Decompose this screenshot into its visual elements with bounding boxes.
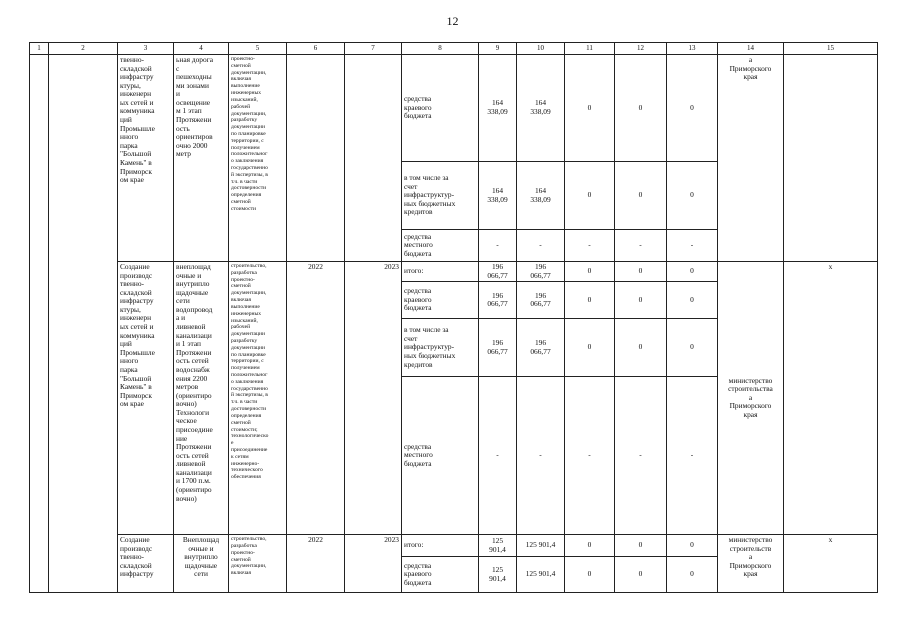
amount-cell: - xyxy=(517,377,565,535)
amount-cell: 196 066,77 xyxy=(479,262,517,282)
amount-cell: 0 xyxy=(615,319,667,377)
object-spec-cell: ьная дорога с пешеходны ми зонами и освещение м 1 этап Протяжени ость ориентиров очно 2000 метр xyxy=(174,55,229,262)
column-number: 10 xyxy=(517,43,565,55)
amount-cell: 0 xyxy=(565,535,615,557)
col15-cell: x xyxy=(784,262,878,535)
responsible-cell: министерство строительств а Приморского края xyxy=(718,535,784,593)
column-number: 13 xyxy=(667,43,718,55)
object-spec-cell: Внеплощад очные и внутрипло щадочные сети xyxy=(174,535,229,593)
table-row xyxy=(30,535,878,557)
funding-source-cell: средства краевого бюджета xyxy=(402,55,479,162)
table-row xyxy=(30,55,878,162)
amount-cell: - xyxy=(479,377,517,535)
work-type-cell: строительство, разработка проектно- сметной документации, включая выполнение инженерных изысканий, рабочей документации разработку документации по планировке территории, с получением положительног о заключения государственно й экспертизы, в т.ч. в части достоверности определения сметной стоимости; технологическо е присоединение к сетям инженерно- технического обеспечения xyxy=(229,262,287,535)
start-year-cell: 2022 xyxy=(287,262,345,535)
col15-cell: x xyxy=(784,535,878,593)
amount-cell: - xyxy=(615,230,667,262)
amount-cell: - xyxy=(615,377,667,535)
funding-source-cell: средства местного бюджета xyxy=(402,377,479,535)
amount-cell: 0 xyxy=(667,535,718,557)
amount-cell: 164 338,09 xyxy=(517,162,565,230)
start-year-cell: 2022 xyxy=(287,535,345,593)
amount-cell: 0 xyxy=(615,535,667,557)
amount-cell: 0 xyxy=(667,557,718,593)
amount-cell: 0 xyxy=(667,319,718,377)
amount-cell: 164 338,09 xyxy=(517,55,565,162)
column-number: 1 xyxy=(30,43,49,55)
responsible-cell: министерство строительства а Приморского края xyxy=(718,262,784,535)
object-name-cell: Создание производс твенно- складской инфрастру ктуры, инженерн ых сетей и коммуника ций Промышле нного парка "Большой Камень" в Приморск ом крае xyxy=(118,262,174,535)
amount-cell: 196 066,77 xyxy=(517,262,565,282)
program-table xyxy=(29,42,878,593)
col15-cell xyxy=(784,55,878,262)
column-number: 5 xyxy=(229,43,287,55)
amount-cell: 0 xyxy=(565,262,615,282)
amount-cell: 0 xyxy=(565,162,615,230)
column-number: 7 xyxy=(345,43,402,55)
amount-cell: 0 xyxy=(615,262,667,282)
column-number: 11 xyxy=(565,43,615,55)
amount-cell: 0 xyxy=(667,162,718,230)
amount-cell: 125 901,4 xyxy=(479,535,517,557)
funding-source-cell: средства местного бюджета xyxy=(402,230,479,262)
column-number: 8 xyxy=(402,43,479,55)
object-name-cell: твенно- складской инфрастру ктуры, инженерн ых сетей и коммуника ций Промышле нного парка "Большой Камень" в Приморск ом крае xyxy=(118,55,174,262)
amount-cell: 0 xyxy=(565,282,615,319)
amount-cell: - xyxy=(479,230,517,262)
column-number: 9 xyxy=(479,43,517,55)
funding-source-cell: средства краевого бюджета xyxy=(402,282,479,319)
amount-cell: 0 xyxy=(565,319,615,377)
object-spec-cell: внеплощад очные и внутрипло щадочные сети водопровод а и ливневой канализаци и 1 этап Протяжени ость сетей водоснабж ения 2200 метров (ориентиро вочно) Технологи ческое присоедине ние Протяжени ость сетей ливневой канализаци и 1700 п.м. (ориентиро вочно) xyxy=(174,262,229,535)
column-number: 14 xyxy=(718,43,784,55)
end-year-cell xyxy=(345,55,402,262)
funding-source-cell: итого: xyxy=(402,535,479,557)
end-year-cell: 2023 xyxy=(345,535,402,593)
amount-cell: - xyxy=(565,377,615,535)
end-year-cell: 2023 xyxy=(345,262,402,535)
amount-cell: 164 338,09 xyxy=(479,55,517,162)
work-type-cell: строительство, разработка проектно- сметной документации, включая xyxy=(229,535,287,593)
amount-cell: 0 xyxy=(615,557,667,593)
amount-cell: 125 901,4 xyxy=(517,557,565,593)
page-number: 12 xyxy=(446,14,459,28)
amount-cell: 125 901,4 xyxy=(479,557,517,593)
column-number: 15 xyxy=(784,43,878,55)
amount-cell: 125 901,4 xyxy=(517,535,565,557)
work-type-cell: проектно- сметной документации, включая выполнение инженерных изысканий, рабочей документации, разработку документации по планировке территории, с получением положительног о заключения государственно й экспертизы, в т.ч. в части достоверности определения сметной стоимости xyxy=(229,55,287,262)
amount-cell: 0 xyxy=(667,282,718,319)
amount-cell: 164 338,09 xyxy=(479,162,517,230)
column-number: 4 xyxy=(174,43,229,55)
column-number-row xyxy=(30,43,878,55)
amount-cell: - xyxy=(565,230,615,262)
funding-source-cell: средства краевого бюджета xyxy=(402,557,479,593)
column-number: 12 xyxy=(615,43,667,55)
col1-cell xyxy=(30,55,49,593)
column-number: 2 xyxy=(49,43,118,55)
amount-cell: 0 xyxy=(667,55,718,162)
amount-cell: 196 066,77 xyxy=(479,319,517,377)
start-year-cell xyxy=(287,55,345,262)
amount-cell: 0 xyxy=(565,55,615,162)
responsible-cell: а Приморского края xyxy=(718,55,784,262)
amount-cell: 0 xyxy=(565,557,615,593)
amount-cell: - xyxy=(517,230,565,262)
funding-source-cell: в том числе за счет инфраструктур- ных бюджетных кредитов xyxy=(402,162,479,230)
object-name-cell: Создание производс твенно- складской инфрастру xyxy=(118,535,174,593)
amount-cell: 196 066,77 xyxy=(517,319,565,377)
table-row xyxy=(30,262,878,282)
amount-cell: 0 xyxy=(615,282,667,319)
funding-source-cell: итого: xyxy=(402,262,479,282)
column-number: 3 xyxy=(118,43,174,55)
funding-source-cell: в том числе за счет инфраструктур- ных бюджетных кредитов xyxy=(402,319,479,377)
amount-cell: 0 xyxy=(667,262,718,282)
col2-cell xyxy=(49,55,118,593)
amount-cell: 196 066,77 xyxy=(479,282,517,319)
amount-cell: 0 xyxy=(615,55,667,162)
amount-cell: - xyxy=(667,230,718,262)
amount-cell: 0 xyxy=(615,162,667,230)
column-number: 6 xyxy=(287,43,345,55)
amount-cell: 196 066,77 xyxy=(517,282,565,319)
amount-cell: - xyxy=(667,377,718,535)
